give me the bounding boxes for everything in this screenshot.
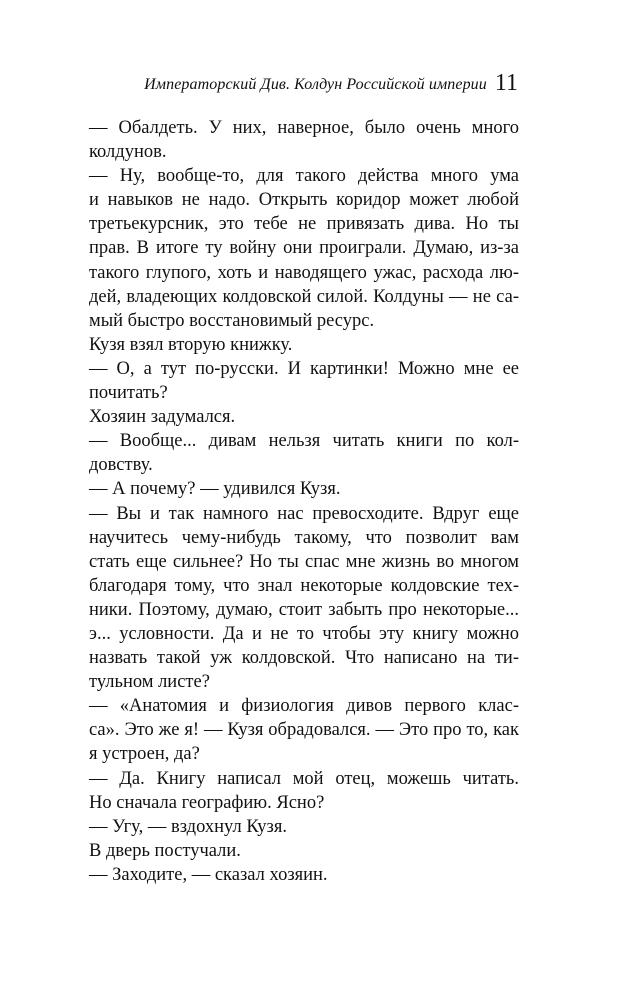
text-line: — А почему? — удивился Кузя. [89, 479, 341, 500]
text-line: назвать такой уж колдовской. Что написано на ти- [89, 648, 519, 669]
text-line: — Вы и так намного нас превосходите. Вдруг еще [89, 503, 519, 524]
text-line: — Да. Книгу написал мой отец, можешь читать. [89, 768, 519, 789]
text-line: благодаря тому, что знал некоторые колдовские тех- [89, 575, 519, 596]
page-header [0, 70, 518, 97]
text-line: Но сначала географию. Ясно? [89, 792, 325, 813]
text-line: довству. [89, 455, 153, 476]
text-line: — Угу, — вздохнул Кузя. [89, 816, 287, 837]
text-line: почитать? [89, 383, 168, 404]
text-line: мый быстро восстановимый ресурс. [89, 310, 375, 331]
text-line: Кузя взял вторую книжку. [89, 334, 293, 355]
text-line: дей, владеющих колдовской силой. Колдуны — не са- [89, 286, 519, 307]
page-number: 11 [494, 70, 518, 96]
text-line: тульном листе? [89, 672, 210, 693]
text-line: — «Анатомия и физиология дивов первого клас- [89, 696, 519, 717]
running-title: Императорский Див. Колдун Российской империи [144, 76, 487, 93]
text-line: — Ну, вообще-то, для такого действа много ума [89, 166, 519, 187]
text-line: — Вообще... дивам нельзя читать книги по кол- [89, 431, 519, 452]
text-line: э... условности. Да и не то чтобы эту книгу можно [89, 623, 519, 644]
text-line: — Обалдеть. У них, наверное, было очень много [89, 118, 519, 138]
text-line: и навыков не надо. Открыть коридор может любой [89, 190, 519, 211]
text-line: стать еще сильнее? Но ты спас мне жизнь во многом [89, 551, 519, 572]
text-line: — Заходите, — сказал хозяин. [89, 864, 328, 885]
text-line: я устроен, да? [89, 744, 200, 765]
text-line: са». Это же я! — Кузя обрадовался. — Это про то, как [89, 720, 519, 741]
text-line: третьекурсник, это тебе не привязать дива. Но ты [89, 214, 519, 235]
body-text [89, 116, 519, 887]
text-line: научитесь чему-нибудь такому, что позволит вам [89, 527, 519, 548]
text-line: ники. Поэтому, думаю, стоит забыть про некоторые... [89, 599, 519, 620]
text-line: прав. В итоге ту войну они проиграли. Думаю, из-за [89, 238, 519, 259]
text-line: В дверь постучали. [89, 840, 241, 861]
text-line: Хозяин задумался. [89, 407, 236, 428]
text-line: колдунов. [89, 142, 167, 163]
text-line: такого глупого, хоть и наводящего ужас, расхода лю- [89, 262, 519, 283]
text-line: — О, а тут по-русски. И картинки! Можно мне ее [89, 358, 519, 379]
